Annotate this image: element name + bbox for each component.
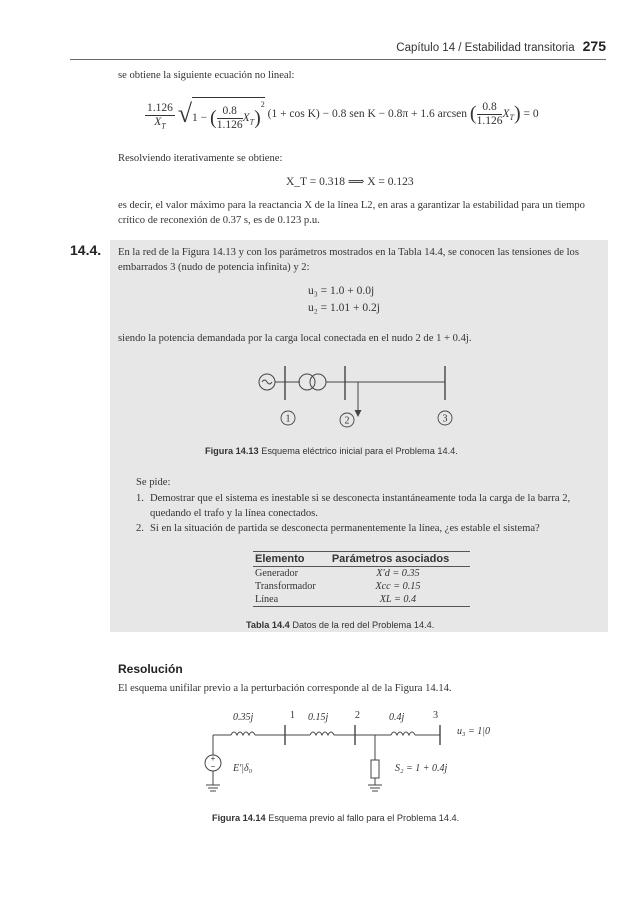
u3-equation: u₃ = 1.0 + 0.0j [308,285,375,297]
x-generator-label: 0.35j [233,712,254,723]
table-cell: Xcc = 0.15 [375,581,421,592]
figure-14-14-caption [212,813,459,823]
emf-label: E′|δ₀ [233,763,253,774]
chapter-title: Capítulo 14 / Estabilidad transitoria [396,42,575,54]
transformer-coil-b [310,374,326,390]
table-row [253,580,470,593]
load-text: siendo la potencia demandada por la carga local conectada en el nudo 2 de 1 + 0.4j. [118,333,472,344]
table-cell: X′d = 0.35 [376,568,420,579]
ask-item [136,521,602,536]
node-label-1: 1 [285,413,291,425]
transformer-reactance-coil [310,732,334,735]
conclusion-text: es decir, el valor máximo para la reactancia X de la línea L2, en aras a garantizar la estabilidad para un tiempo crítico de reconexión de 0.37 s, es de 0.123 p.u. [118,200,585,226]
header-rule [70,59,606,60]
table-cell: Generador [255,568,298,579]
ask-item-number: 1. [136,493,144,504]
x-transformer-label: 0.15j [308,712,329,723]
eq1-inner-one: 1 − [192,111,208,124]
x-line-label: 0.4j [389,712,405,723]
page-number: 275 [582,38,606,54]
table-header-element: Elemento [253,552,330,567]
table-cell: Línea [253,593,330,607]
table-header-row [253,552,470,567]
table-cell: Transformador [255,581,316,592]
eq1-lhs-den: X [154,116,162,128]
problem-statement: En la red de la Figura 14.13 y con los parámetros mostrados en la Tabla 14.4, se conocen las tensiones de los embarrados 3 (nudo de potencia infinita) y 2: [118,247,579,273]
intro-text: se obtiene la siguiente ecuación no lineal: [118,70,295,81]
table-cell: XL = 0.4 [330,593,470,607]
resolution-heading: Resolución [118,662,183,676]
equation-1: $\frac{1.126}{X_T}$ √1 − ( $\frac{0.8}{1.126}$ $X_T)^2$ (1 + cos K) − 0.8 sen K − 0.8π + 1.6 arcsen ( $\frac{0.8}{1.126}$ $X_T) = 0$ [145,96,585,138]
ask-item-text: Si en la situación de partida se desconecta permanentemente la línea, ¿es estable el sistema? [150,523,540,534]
equation-2: X_T = 0.318 ⟹ X = 0.123 [286,176,414,188]
node-label-1: 1 [290,710,295,721]
node-label-3: 3 [442,413,448,425]
table-caption-text: Datos de la red del Problema 14.4. [292,620,435,630]
load-arrow [355,410,362,417]
ask-item [136,491,602,521]
table-row [253,567,470,581]
table-caption-label: Tabla 14.4 [246,620,290,630]
generator-wave [262,380,272,384]
table-header-params: Parámetros asociados [330,552,470,567]
table-row [253,593,470,607]
eq1-rhs: = 0 [523,107,539,120]
problem-number: 14.4. [70,242,102,258]
node-label-2: 2 [344,415,350,427]
figure-14-13 [240,360,480,432]
figure-14-14-caption-label: Figura 14.14 [212,813,266,823]
u2-equation: u₂ = 1.01 + 0.2j [308,302,380,314]
eq1-arg-num: 0.8 [477,101,503,115]
ask-item-text: Demostrar que el sistema es inestable si se desconecta instantáneamente toda la carga de la barra 2, quedando el trafo y la línea conectados. [150,493,571,519]
figure-14-13-caption-label: Figura 14.13 [205,446,259,456]
node-label-2: 2 [355,710,360,721]
parameters-table [253,551,470,607]
running-header [396,38,606,54]
asks-label: Se pide: [136,477,171,488]
line-reactance-coil [391,732,415,735]
svg-text:−: − [210,762,216,771]
ask-item-number: 2. [136,523,144,534]
ask-list [136,491,602,536]
generator-reactance-coil [231,732,255,735]
eq1-inner-num: 0.8 [217,105,243,119]
figure-14-14-caption-text: Esquema previo al fallo para el Problema 14.4. [268,813,460,823]
eq1-inner-den: 1.126 [216,118,243,131]
figure-14-14 [195,705,525,800]
eq1-lhs-num: 1.126 [147,102,173,114]
s2-label: S₂ = 1 + 0.4j [395,763,448,774]
table-caption [246,620,434,630]
figure-14-13-caption-text: Esquema eléctrico inicial para el Problema 14.4. [261,446,458,456]
eq1-middle: (1 + cos K) − 0.8 sen K − 0.8π + 1.6 arcsen [267,107,468,120]
solve-text: Resolviendo iterativamente se obtiene: [118,153,283,164]
resolution-text: El esquema unifilar previo a la perturbación corresponde al de la Figura 14.14. [118,683,452,694]
load-impedance [371,760,379,778]
u3-label: u₃ = 1|0 [457,726,490,737]
svg-text:+: + [210,754,216,763]
node-label-3: 3 [433,710,438,721]
eq1-arg-den: 1.126 [476,114,503,127]
figure-14-13-caption [205,446,458,456]
